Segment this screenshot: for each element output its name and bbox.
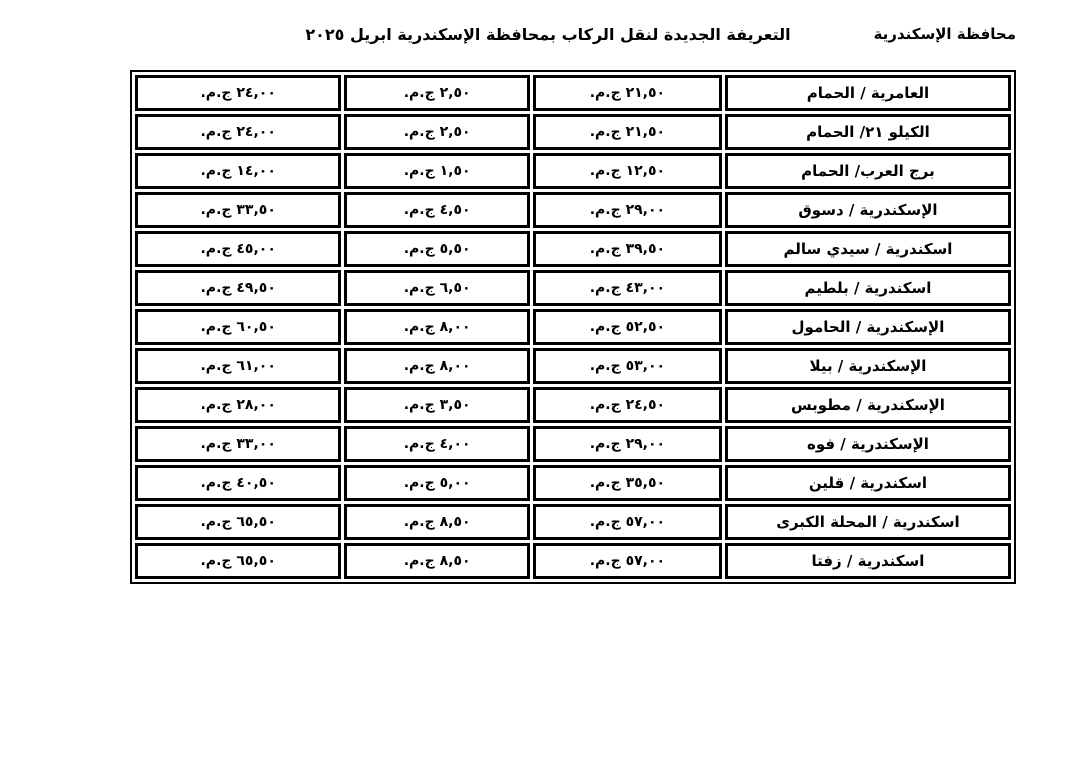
fare-cell: ٥٣,٠٠ ج.م. — [533, 348, 722, 384]
increase-cell: ٨,٥٠ ج.م. — [344, 543, 530, 579]
table-row — [135, 543, 1011, 579]
total-cell: ٦١,٠٠ ج.م. — [135, 348, 341, 384]
table-row — [135, 309, 1011, 345]
route-cell: العامرية / الحمام — [725, 75, 1011, 111]
fare-cell: ٢٤,٥٠ ج.م. — [533, 387, 722, 423]
increase-cell: ٨,٠٠ ج.م. — [344, 348, 530, 384]
governorate-label: محافظة الإسكندرية — [873, 25, 1016, 43]
route-cell: اسكندرية / المحلة الكبرى — [725, 504, 1011, 540]
total-cell: ٢٤,٠٠ ج.م. — [135, 114, 341, 150]
table-row — [135, 114, 1011, 150]
total-cell: ٣٣,٠٠ ج.م. — [135, 426, 341, 462]
fare-cell: ٢٩,٠٠ ج.م. — [533, 426, 722, 462]
fare-cell: ٢١,٥٠ ج.م. — [533, 114, 722, 150]
table-row — [135, 231, 1011, 267]
increase-cell: ٥,٠٠ ج.م. — [344, 465, 530, 501]
total-cell: ٢٤,٠٠ ج.م. — [135, 75, 341, 111]
increase-cell: ٤,٥٠ ج.م. — [344, 192, 530, 228]
table-row — [135, 387, 1011, 423]
total-cell: ٦٥,٥٠ ج.م. — [135, 504, 341, 540]
fare-cell: ٣٩,٥٠ ج.م. — [533, 231, 722, 267]
table-row — [135, 426, 1011, 462]
route-cell: برج العرب/ الحمام — [725, 153, 1011, 189]
fare-cell: ١٢,٥٠ ج.م. — [533, 153, 722, 189]
total-cell: ٤٩,٥٠ ج.م. — [135, 270, 341, 306]
increase-cell: ٢,٥٠ ج.م. — [344, 75, 530, 111]
fare-cell: ٣٥,٥٠ ج.م. — [533, 465, 722, 501]
route-cell: اسكندرية / بلطيم — [725, 270, 1011, 306]
table-row — [135, 465, 1011, 501]
route-cell: الإسكندرية / الحامول — [725, 309, 1011, 345]
fare-cell: ٥٢,٥٠ ج.م. — [533, 309, 722, 345]
page-title: التعريفة الجديدة لنقل الركاب بمحافظة الإسكندرية ابريل ٢٠٢٥ — [305, 25, 791, 44]
total-cell: ١٤,٠٠ ج.م. — [135, 153, 341, 189]
route-cell: اسكندرية / سيدي سالم — [725, 231, 1011, 267]
total-cell: ٢٨,٠٠ ج.م. — [135, 387, 341, 423]
increase-cell: ٨,٠٠ ج.م. — [344, 309, 530, 345]
table-row — [135, 75, 1011, 111]
route-cell: اسكندرية / قلين — [725, 465, 1011, 501]
total-cell: ٤٥,٠٠ ج.م. — [135, 231, 341, 267]
table-row — [135, 348, 1011, 384]
total-cell: ٤٠,٥٠ ج.م. — [135, 465, 341, 501]
route-cell: الإسكندرية / فوه — [725, 426, 1011, 462]
total-cell: ٣٣,٥٠ ج.م. — [135, 192, 341, 228]
fare-cell: ٥٧,٠٠ ج.م. — [533, 543, 722, 579]
route-cell: الإسكندرية / مطوبس — [725, 387, 1011, 423]
fare-cell: ٥٧,٠٠ ج.م. — [533, 504, 722, 540]
fare-table-body — [135, 75, 1011, 579]
increase-cell: ٥,٥٠ ج.م. — [344, 231, 530, 267]
increase-cell: ٨,٥٠ ج.م. — [344, 504, 530, 540]
table-row — [135, 270, 1011, 306]
route-cell: اسكندرية / زفتا — [725, 543, 1011, 579]
fare-cell: ٤٣,٠٠ ج.م. — [533, 270, 722, 306]
increase-cell: ٢,٥٠ ج.م. — [344, 114, 530, 150]
increase-cell: ١,٥٠ ج.م. — [344, 153, 530, 189]
increase-cell: ٣,٥٠ ج.م. — [344, 387, 530, 423]
fare-cell: ٢٩,٠٠ ج.م. — [533, 192, 722, 228]
total-cell: ٦٥,٥٠ ج.م. — [135, 543, 341, 579]
route-cell: الكيلو ٢١/ الحمام — [725, 114, 1011, 150]
fare-table — [130, 70, 1016, 584]
increase-cell: ٦,٥٠ ج.م. — [344, 270, 530, 306]
route-cell: الإسكندرية / بيلا — [725, 348, 1011, 384]
table-row — [135, 504, 1011, 540]
route-cell: الإسكندرية / دسوق — [725, 192, 1011, 228]
table-row — [135, 153, 1011, 189]
total-cell: ٦٠,٥٠ ج.م. — [135, 309, 341, 345]
fare-cell: ٢١,٥٠ ج.م. — [533, 75, 722, 111]
table-row — [135, 192, 1011, 228]
increase-cell: ٤,٠٠ ج.م. — [344, 426, 530, 462]
